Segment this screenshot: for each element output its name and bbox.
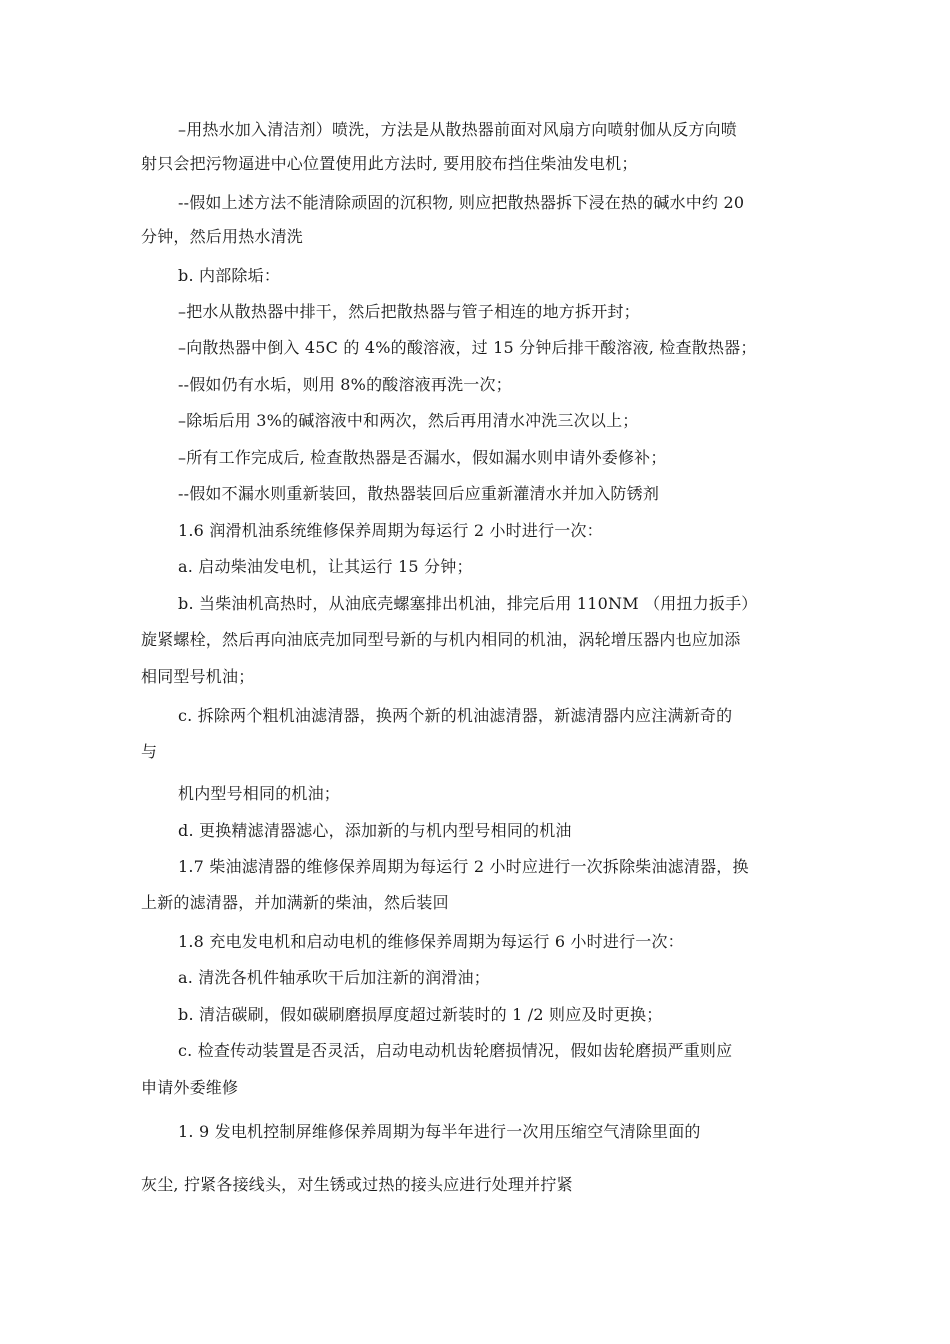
text-line: 与: [141, 742, 158, 761]
text-line: b. 内部除垢：: [178, 266, 281, 285]
text-line: –除垢后用 3%的碱溶液中和两次，然后再用清水冲洗三次以上；: [178, 411, 639, 430]
text-line: –把水从散热器中排干，然后把散热器与管子相连的地方拆开封；: [178, 302, 640, 321]
text-line: 射只会把污物逼进中心位置使用此方法时, 要用胶布挡住柴油发电机；: [141, 154, 638, 173]
text-line: 灰尘, 拧紧各接线头，对生锈或过热的接头应进行处理并拧紧: [141, 1175, 573, 1194]
text-line: --假如上述方法不能清除顽固的沉积物, 则应把散热器拆下浸在热的碱水中约 20: [178, 193, 745, 212]
text-line: 分钟，然后用热水清洗: [141, 227, 304, 246]
text-line: b. 当柴油机高热时，从油底壳螺塞排出机油，排完后用 110NM （用扭力扳手）: [178, 594, 758, 613]
text-line: b. 清洁碳刷，假如碳刷磨损厚度超过新装时的 1 /2 则应及时更换；: [178, 1005, 663, 1024]
text-line: 1.6 润滑机油系统维修保养周期为每运行 2 小时进行一次：: [178, 521, 603, 540]
text-line: --假如仍有水垢，则用 8%的酸溶液再洗一次；: [178, 375, 512, 394]
text-line: 1.7 柴油滤清器的维修保养周期为每运行 2 小时应进行一次拆除柴油滤清器，换: [178, 857, 749, 876]
text-line: d. 更换精滤清器滤心，添加新的与机内型号相同的机油: [178, 821, 572, 840]
text-line: 1. 9 发电机控制屏维修保养周期为每半年进行一次用压缩空气清除里面的: [178, 1122, 701, 1141]
text-line: –用热水加入清洁剂）喷洗，方法是从散热器前面对风扇方向喷射伽从反方向喷: [178, 120, 738, 139]
text-line: a. 清洗各机件轴承吹干后加注新的润滑油；: [178, 968, 490, 987]
text-line: 1.8 充电发电机和启动电机的维修保养周期为每运行 6 小时进行一次：: [178, 932, 684, 951]
text-line: 申请外委维修: [141, 1078, 239, 1097]
text-line: --假如不漏水则重新装回，散热器装回后应重新灌清水并加入防锈剂: [178, 484, 660, 503]
text-line: 上新的滤清器，并加满新的柴油，然后装回: [141, 893, 449, 912]
text-line: 旋紧螺栓，然后再向油底壳加同型号新的与机内相同的机油，涡轮增压器内也应加添: [141, 630, 741, 649]
text-line: a. 启动柴油发电机，让其运行 15 分钟；: [178, 557, 473, 576]
text-line: 相同型号机油；: [141, 667, 255, 686]
text-line: c. 检查传动装置是否灵活，启动电动机齿轮磨损情况，假如齿轮磨损严重则应: [178, 1041, 733, 1060]
text-line: –向散热器中倒入 45C 的 4%的酸溶液，过 15 分钟后排干酸溶液, 检查散热器；: [178, 338, 757, 357]
text-line: c. 拆除两个粗机油滤清器，换两个新的机油滤清器，新滤清器内应注满新奇的: [178, 706, 733, 725]
text-line: –所有工作完成后, 检查散热器是否漏水，假如漏水则申请外委修补；: [178, 448, 667, 467]
text-line: 机内型号相同的机油；: [178, 784, 341, 803]
